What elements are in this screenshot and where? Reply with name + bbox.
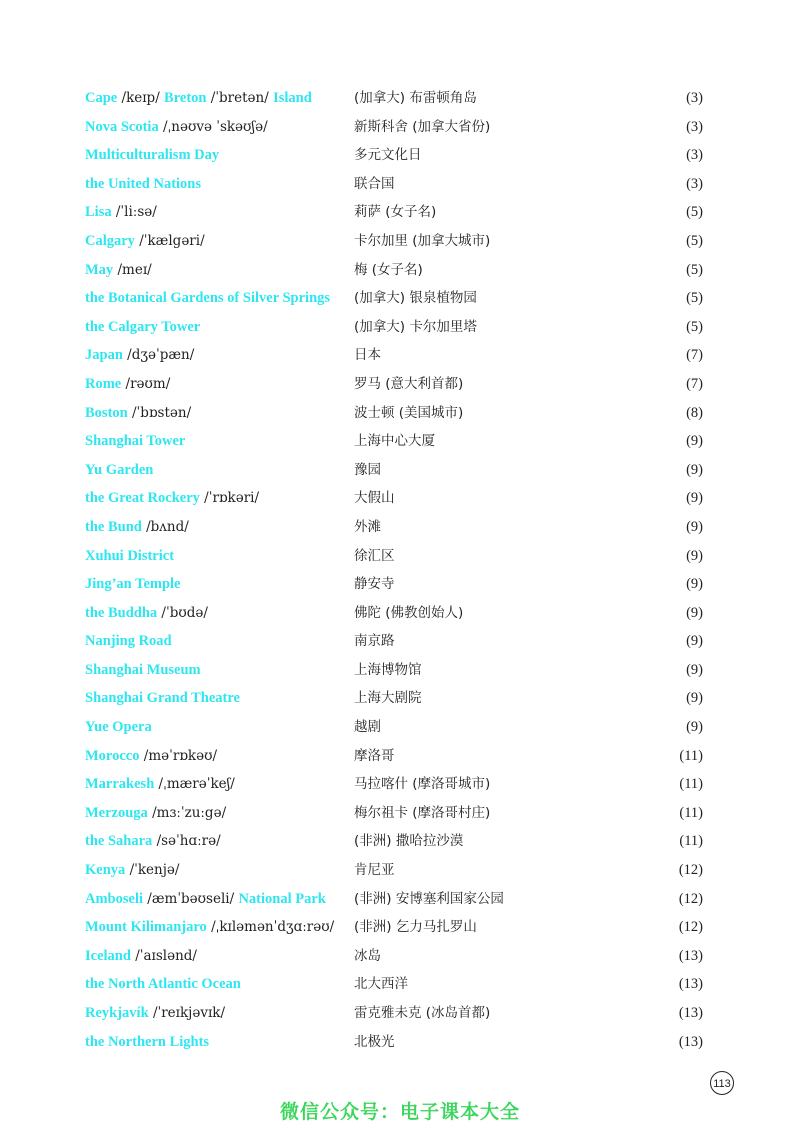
english-entry bbox=[85, 970, 241, 999]
chinese-translation: 梅 (女子名) bbox=[354, 261, 423, 278]
english-term: Shanghai Grand Theatre bbox=[85, 690, 240, 707]
vocab-row bbox=[85, 970, 705, 999]
vocab-row bbox=[85, 770, 705, 799]
page-reference: (9) bbox=[686, 690, 703, 707]
chinese-translation: 越剧 bbox=[354, 719, 381, 736]
english-term: Breton bbox=[164, 90, 207, 106]
phonetic-transcription: /ˈreɪkjəvɪk/ bbox=[148, 1005, 225, 1021]
english-entry bbox=[85, 370, 170, 399]
chinese-translation: 北大西洋 bbox=[354, 976, 408, 993]
english-entry bbox=[85, 256, 152, 285]
chinese-translation: 上海大剧院 bbox=[354, 690, 422, 707]
vocab-row bbox=[85, 427, 705, 456]
english-term: Reykjavík bbox=[85, 1005, 149, 1021]
page-reference: (3) bbox=[686, 118, 703, 135]
vocab-row bbox=[85, 170, 705, 199]
chinese-translation: (加拿大) 布雷顿角岛 bbox=[354, 90, 477, 106]
chinese-translation: 摩洛哥 bbox=[354, 747, 395, 764]
chinese-translation: 新斯科舍 (加拿大省份) bbox=[354, 118, 491, 135]
english-term: the Sahara bbox=[85, 833, 153, 850]
phonetic-transcription: /meɪ/ bbox=[113, 261, 152, 278]
english-entry bbox=[85, 885, 326, 914]
english-entry bbox=[85, 341, 194, 370]
vocab-row bbox=[85, 484, 705, 513]
phonetic-transcription: /ˈbretən/ bbox=[206, 90, 274, 106]
vocab-row bbox=[85, 656, 705, 685]
vocab-row bbox=[85, 313, 705, 342]
vocab-row bbox=[85, 799, 705, 828]
phonetic-transcription: /bʌnd/ bbox=[141, 518, 189, 535]
english-entry bbox=[85, 599, 208, 628]
vocab-row bbox=[85, 627, 705, 656]
page-reference: (13) bbox=[678, 976, 703, 993]
phonetic-transcription: /ˌnəʊvə ˈskəʊʃə/ bbox=[158, 118, 268, 135]
chinese-translation: 多元文化日 bbox=[354, 147, 422, 164]
page-reference: (9) bbox=[686, 604, 703, 621]
page-reference: (13) bbox=[678, 947, 703, 964]
english-entry bbox=[85, 227, 205, 256]
chinese-translation: 波士顿 (美国城市) bbox=[354, 404, 464, 421]
page-reference: (5) bbox=[686, 232, 703, 249]
vocab-row bbox=[85, 885, 705, 914]
english-term: Marrakesh bbox=[85, 776, 155, 793]
page-reference: (7) bbox=[686, 347, 703, 364]
english-entry bbox=[85, 427, 185, 456]
english-term: Amboseli bbox=[85, 890, 143, 907]
page-reference: (9) bbox=[686, 518, 703, 535]
english-entry bbox=[85, 942, 197, 971]
chinese-translation: 外滩 bbox=[354, 518, 381, 535]
english-entry bbox=[85, 913, 334, 942]
chinese-translation: 上海博物馆 bbox=[354, 661, 422, 678]
english-term: the Bund bbox=[85, 518, 142, 535]
english-entry bbox=[85, 113, 268, 142]
page-reference: (12) bbox=[678, 919, 703, 936]
english-term: Shanghai Tower bbox=[85, 433, 186, 450]
english-entry bbox=[85, 399, 191, 428]
chinese-translation: 卡尔加里 (加拿大城市) bbox=[354, 232, 491, 249]
page-reference: (5) bbox=[686, 290, 703, 307]
page-reference: (11) bbox=[679, 776, 703, 793]
english-term: Merzouga bbox=[85, 804, 148, 821]
english-entry bbox=[85, 656, 201, 685]
vocab-row bbox=[85, 999, 705, 1028]
chinese-translation: 肯尼亚 bbox=[354, 862, 395, 879]
english-term: Lisa bbox=[85, 204, 112, 221]
page-reference: (5) bbox=[686, 261, 703, 278]
page-reference: (12) bbox=[678, 890, 703, 907]
phonetic-transcription: /ˈliːsə/ bbox=[111, 204, 157, 221]
english-term: Boston bbox=[85, 404, 128, 421]
phonetic-transcription: /ˈrɒkəri/ bbox=[199, 490, 260, 507]
chinese-translation: (非洲) 安博塞利国家公园 bbox=[354, 890, 504, 907]
english-entry bbox=[85, 570, 180, 599]
phonetic-transcription: /keɪp/ bbox=[117, 90, 165, 106]
watermark: 微信公众号：电子课本大全 bbox=[279, 1101, 520, 1123]
vocabulary-list bbox=[85, 84, 705, 1056]
vocab-row bbox=[85, 370, 705, 399]
chinese-translation: 南京路 bbox=[354, 633, 395, 650]
english-term: May bbox=[85, 261, 114, 278]
page-reference: (9) bbox=[686, 547, 703, 564]
english-term: Kenya bbox=[85, 862, 126, 879]
page-reference: (13) bbox=[678, 1033, 703, 1050]
vocab-row bbox=[85, 399, 705, 428]
page-reference: (12) bbox=[678, 862, 703, 879]
page-reference: (9) bbox=[686, 576, 703, 593]
english-entry bbox=[85, 84, 312, 113]
vocab-row bbox=[85, 942, 705, 971]
phonetic-transcription: /ˌmærəˈkeʃ/ bbox=[154, 776, 235, 793]
page-reference: (5) bbox=[686, 204, 703, 221]
english-term: Yue Opera bbox=[85, 719, 152, 736]
english-term: Morocco bbox=[85, 747, 140, 764]
english-entry bbox=[85, 713, 152, 742]
page-reference: (9) bbox=[686, 633, 703, 650]
chinese-translation: 北极光 bbox=[354, 1033, 395, 1050]
english-entry bbox=[85, 170, 201, 199]
english-term: National Park bbox=[238, 890, 326, 907]
page-reference: (11) bbox=[679, 804, 703, 821]
chinese-translation: 徐汇区 bbox=[354, 547, 395, 564]
vocab-row bbox=[85, 913, 705, 942]
chinese-translation: 豫园 bbox=[354, 461, 381, 478]
english-term: Iceland bbox=[85, 947, 131, 964]
english-entry bbox=[85, 456, 153, 485]
english-entry bbox=[85, 999, 225, 1028]
english-term: the Northern Lights bbox=[85, 1033, 210, 1050]
page-reference: (9) bbox=[686, 490, 703, 507]
english-term: Nanjing Road bbox=[85, 633, 172, 650]
english-entry bbox=[85, 513, 189, 542]
english-term: Cape bbox=[85, 90, 118, 106]
vocab-row bbox=[85, 684, 705, 713]
english-term: Xuhui District bbox=[85, 547, 175, 564]
vocab-row bbox=[85, 141, 705, 170]
chinese-translation: 佛陀 (佛教创始人) bbox=[354, 604, 464, 621]
english-term: Yu Garden bbox=[85, 461, 154, 478]
page-number: 113 bbox=[710, 1071, 734, 1095]
chinese-translation: 日本 bbox=[354, 347, 381, 364]
vocab-row bbox=[85, 570, 705, 599]
english-entry bbox=[85, 284, 330, 313]
english-term: the Buddha bbox=[85, 604, 158, 621]
vocab-row bbox=[85, 856, 705, 885]
phonetic-transcription: /ˈaɪslənd/ bbox=[130, 947, 197, 964]
vocab-row bbox=[85, 1028, 705, 1057]
vocab-row bbox=[85, 198, 705, 227]
chinese-translation: 静安寺 bbox=[354, 576, 395, 593]
phonetic-transcription: /ˈkælgəri/ bbox=[134, 232, 205, 249]
page-reference: (5) bbox=[686, 318, 703, 335]
page-reference: (13) bbox=[678, 1005, 703, 1021]
vocab-row bbox=[85, 599, 705, 628]
page-reference: (3) bbox=[686, 147, 703, 164]
page-reference: (9) bbox=[686, 719, 703, 736]
page-reference: (3) bbox=[686, 90, 703, 106]
vocab-row bbox=[85, 456, 705, 485]
english-entry bbox=[85, 542, 174, 571]
english-term: the Great Rockery bbox=[85, 490, 200, 507]
phonetic-transcription: /ˈbɒstən/ bbox=[127, 404, 192, 421]
page-reference: (3) bbox=[686, 175, 703, 192]
phonetic-transcription: /ˈbʊdə/ bbox=[157, 604, 208, 621]
page-reference: (11) bbox=[679, 833, 703, 850]
page-reference: (9) bbox=[686, 661, 703, 678]
english-term: Shanghai Museum bbox=[85, 661, 201, 678]
chinese-translation: (加拿大) 银泉植物园 bbox=[354, 290, 477, 307]
vocab-row bbox=[85, 227, 705, 256]
chinese-translation: 罗马 (意大利首都) bbox=[354, 375, 464, 392]
english-term: the Botanical Gardens of Silver Springs bbox=[85, 290, 331, 307]
chinese-translation: 莉萨 (女子名) bbox=[354, 204, 437, 221]
page-reference: (7) bbox=[686, 375, 703, 392]
english-entry bbox=[85, 313, 200, 342]
chinese-translation: 冰岛 bbox=[354, 947, 381, 964]
english-term: the United Nations bbox=[85, 175, 202, 192]
vocab-row bbox=[85, 256, 705, 285]
page-reference: (11) bbox=[679, 747, 703, 764]
chinese-translation: 马拉喀什 (摩洛哥城市) bbox=[354, 776, 491, 793]
phonetic-transcription: /ˌkɪləmənˈdʒɑːrəʊ/ bbox=[206, 919, 335, 936]
english-entry bbox=[85, 684, 240, 713]
phonetic-transcription: /səˈhɑːrə/ bbox=[152, 833, 221, 850]
english-term: Japan bbox=[85, 347, 123, 364]
vocab-row bbox=[85, 542, 705, 571]
page-reference: (9) bbox=[686, 461, 703, 478]
chinese-translation: (非洲) 撒哈拉沙漠 bbox=[354, 833, 464, 850]
english-entry bbox=[85, 770, 235, 799]
english-entry bbox=[85, 1028, 209, 1057]
english-entry bbox=[85, 141, 219, 170]
chinese-translation: (非洲) 乞力马扎罗山 bbox=[354, 919, 477, 936]
phonetic-transcription: /ˈkenjə/ bbox=[125, 862, 180, 879]
english-term: Mount Kilimanjaro bbox=[85, 919, 207, 936]
phonetic-transcription: /rəʊm/ bbox=[121, 375, 171, 392]
english-term: the Calgary Tower bbox=[85, 318, 201, 335]
english-term: Jing’an Temple bbox=[85, 576, 181, 593]
english-entry bbox=[85, 198, 157, 227]
vocab-row bbox=[85, 284, 705, 313]
phonetic-transcription: /æmˈbəʊseli/ bbox=[143, 890, 239, 907]
chinese-translation: 雷克雅未克 (冰岛首都) bbox=[354, 1005, 491, 1021]
vocab-row bbox=[85, 713, 705, 742]
english-term: Rome bbox=[85, 375, 122, 392]
english-term: the North Atlantic Ocean bbox=[85, 976, 241, 993]
vocab-row bbox=[85, 513, 705, 542]
chinese-translation: 上海中心大厦 bbox=[354, 433, 435, 450]
vocab-row bbox=[85, 742, 705, 771]
vocab-row bbox=[85, 827, 705, 856]
english-term: Nova Scotia bbox=[85, 118, 159, 135]
chinese-translation: (加拿大) 卡尔加里塔 bbox=[354, 318, 477, 335]
phonetic-transcription: /məˈrɒkəʊ/ bbox=[139, 747, 218, 764]
english-entry bbox=[85, 742, 217, 771]
page-reference: (9) bbox=[686, 433, 703, 450]
english-entry bbox=[85, 856, 179, 885]
phonetic-transcription: /dʒəˈpæn/ bbox=[122, 347, 195, 364]
english-term: Island bbox=[273, 90, 312, 106]
chinese-translation: 梅尔祖卡 (摩洛哥村庄) bbox=[354, 804, 491, 821]
page-reference: (8) bbox=[686, 404, 703, 421]
vocab-row bbox=[85, 113, 705, 142]
english-entry bbox=[85, 799, 226, 828]
phonetic-transcription: /mɜːˈzuːgə/ bbox=[147, 804, 227, 821]
english-term: Calgary bbox=[85, 232, 135, 249]
english-entry bbox=[85, 827, 221, 856]
english-entry bbox=[85, 627, 172, 656]
vocab-row bbox=[85, 84, 705, 113]
english-term: Multiculturalism Day bbox=[85, 147, 220, 164]
chinese-translation: 大假山 bbox=[354, 490, 395, 507]
vocab-row bbox=[85, 341, 705, 370]
english-entry bbox=[85, 484, 259, 513]
chinese-translation: 联合国 bbox=[354, 175, 395, 192]
